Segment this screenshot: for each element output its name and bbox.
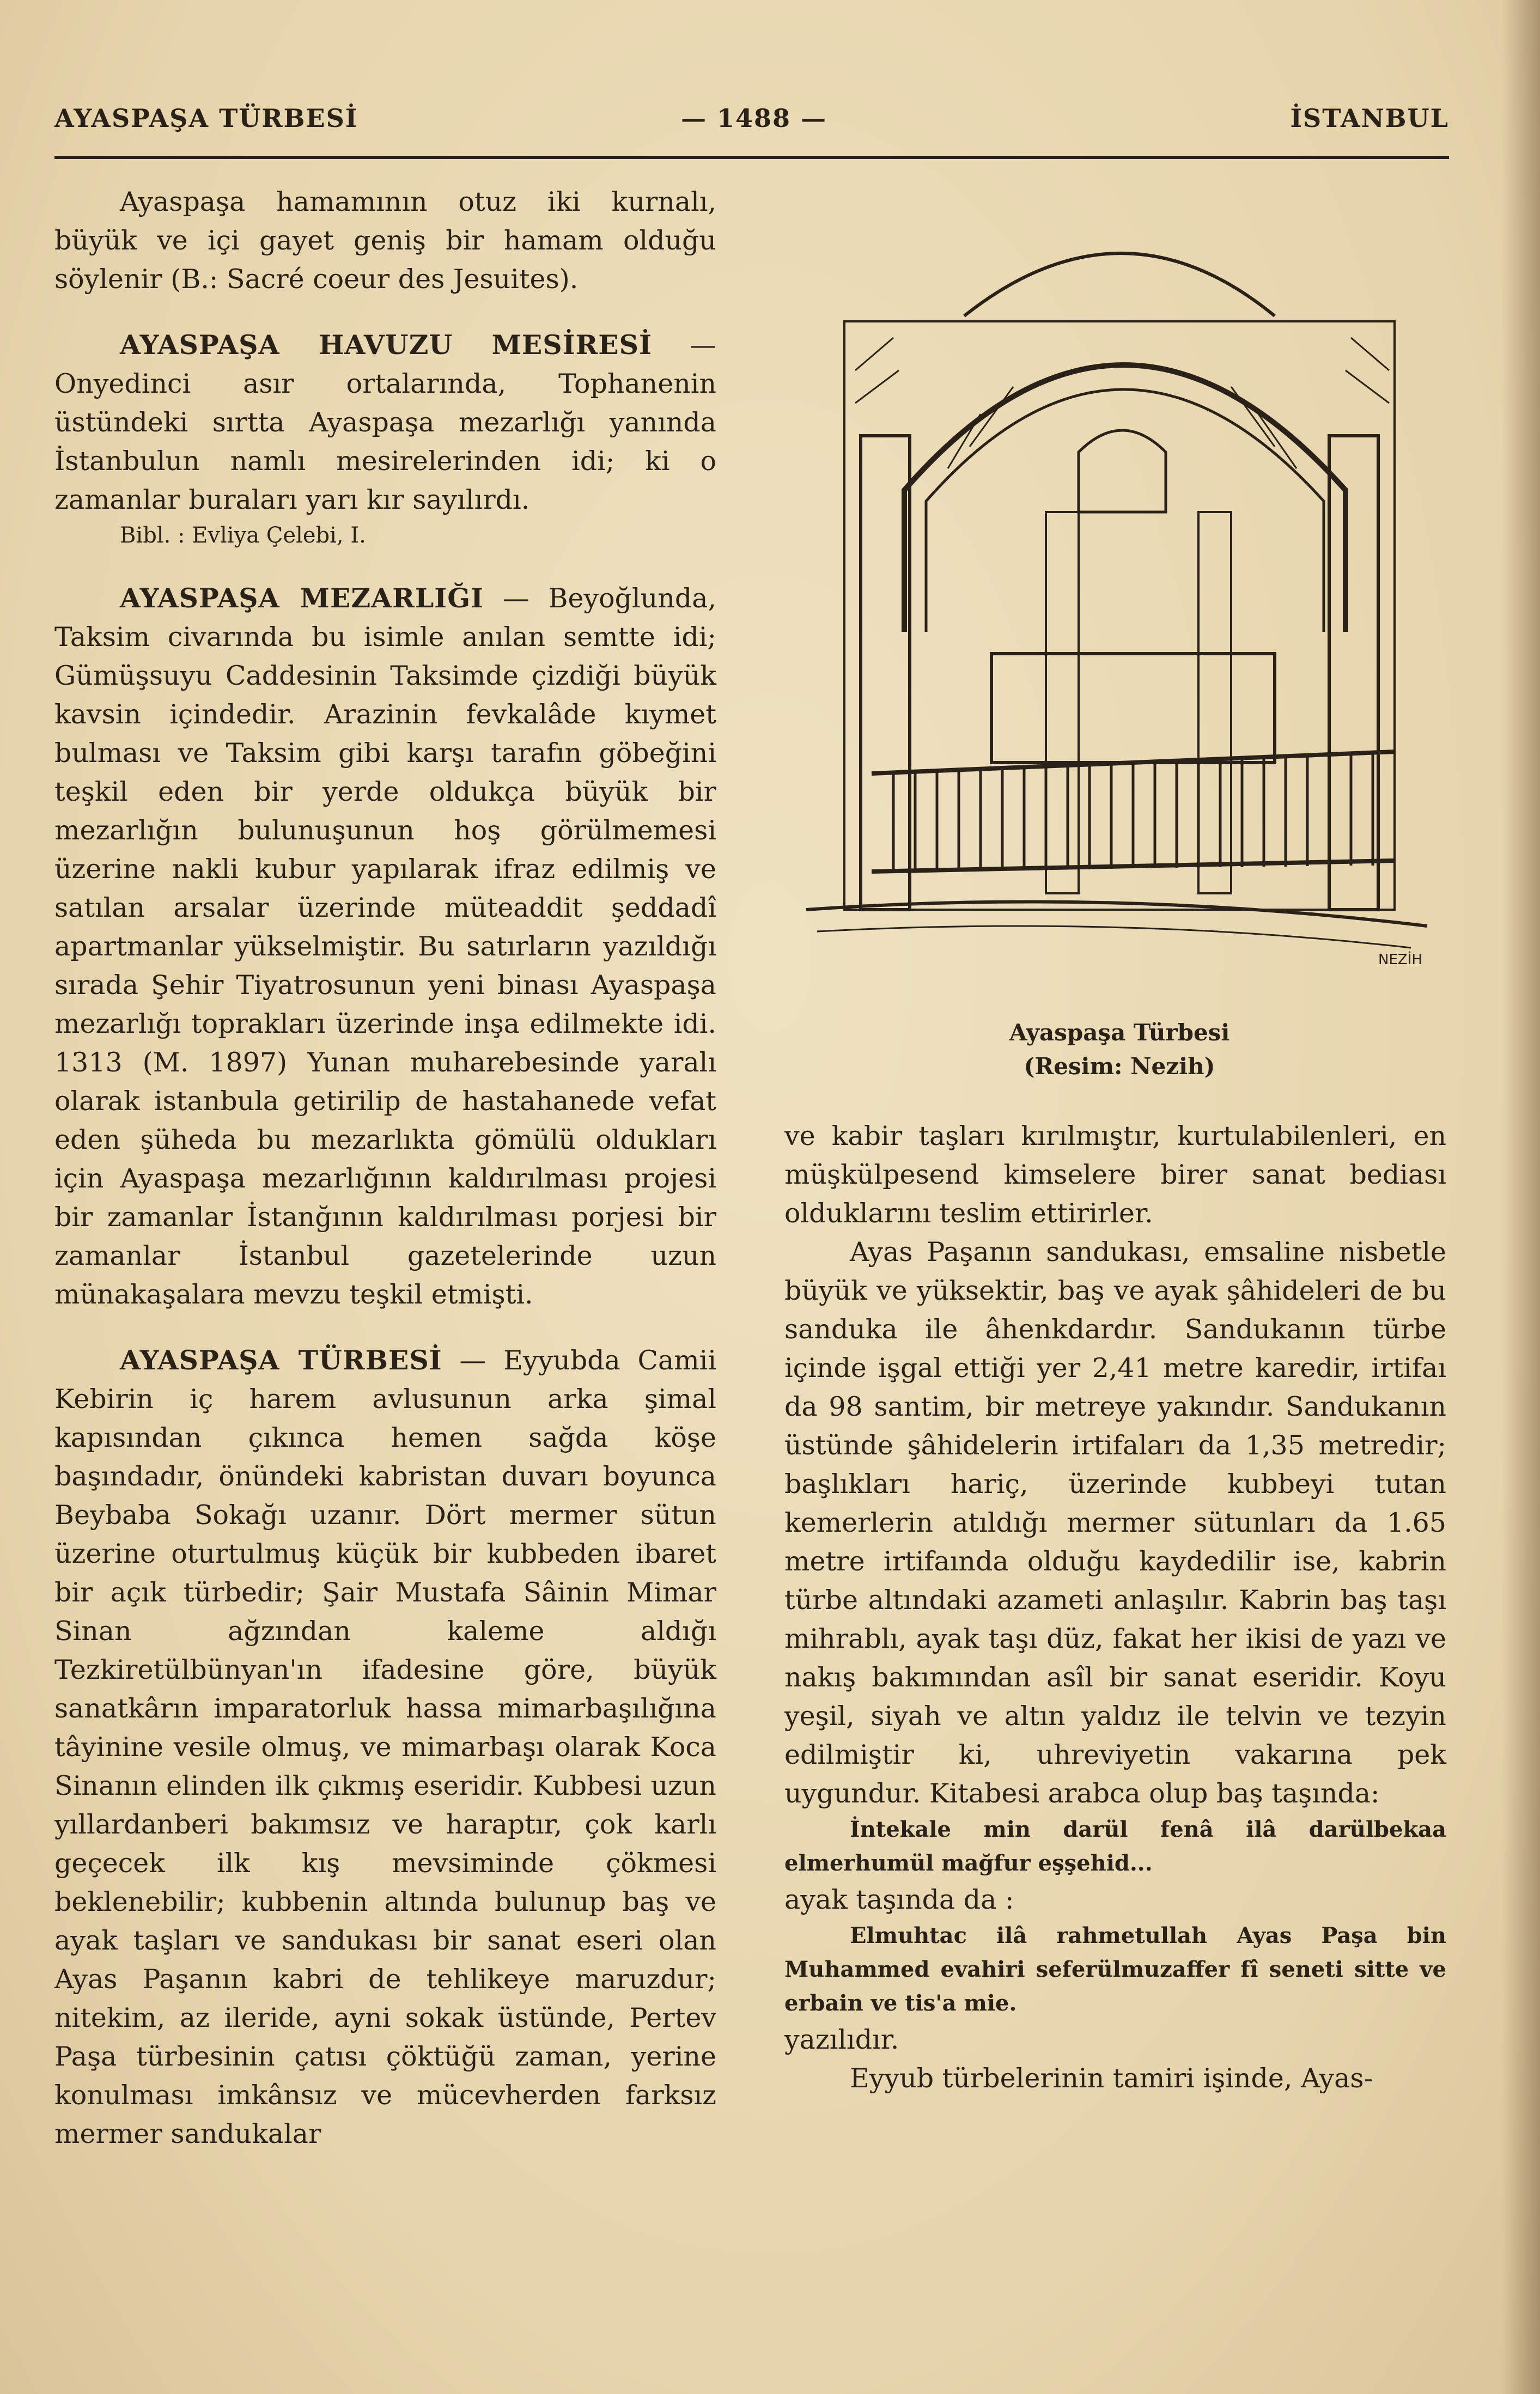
entry-body: — Beyoğlunda, Taksim civarında bu isimle anılan semtte idi; Gümüşsuyu Caddesinin Taksimde çizdiği büyük kavsin içindedir. Arazinin fevkalâde kıymet bulması ve Taksim gibi karşı tarafın göbeğini teşkil eden bir yerde oldukça büyük bir mezarlığın bulunuşunun hoş görülmemesi üzerine nakli kubur yapılarak ifraz edilmiş ve satılan arsalar üzerinde müteaddit şeddadî apartmanlar yükselmiştir. Bu satırların yazıldığı sırada Şehir Tiyatrosunun yeni binası Ayaspaşa mezarlığı toprakları üzerinde inşa edilmekte idi. 1313 (M. 1897) Yunan muharebesinde yaralı olarak istanbula getirilip de hastahanede vefat eden şüheda bu mezarlıkta gömülü oldukları için Ayaspaşa mezarlığının kaldırılması projesi bir zamanlar İstanğının kaldırılması porjesi bir zamanlar İstanbul gazetelerinde uzun münakaşalara mevzu teşkil etmişti. (54, 583, 716, 1310)
right-column (784, 1117, 1446, 2098)
paragraph-kabir-taslari: ve kabir taşları kırılmıştır, kurtulabilenleri, en müşkülpesend kimselere birer sanat bediası olduklarını teslim ettirirler. (784, 1120, 1446, 1229)
entry-havuzu-mesiresi (54, 326, 716, 519)
entry-title: AYASPAŞA TÜRBESİ (120, 1344, 442, 1376)
paragraph-hamam: Ayaspaşa hamamının otuz iki kurnalı, büyük ve içi gayet geniş bir hamam olduğu söylenir (B.: Sacré coeur des Jesuites). (54, 186, 716, 295)
tomb-drawing (784, 207, 1454, 980)
page-number: — 1488 — (681, 103, 827, 133)
inscription-head-stone: İntekale min darül fenâ ilâ darülbekaa elmerhumül mağfur eşşehid... (784, 1817, 1446, 1876)
entry-title: AYASPAŞA MEZARLIĞI (120, 582, 484, 614)
left-column (54, 182, 716, 2153)
running-header (54, 93, 1449, 153)
header-rule (54, 156, 1449, 159)
paragraph-yazilidir: yazılıdır. (784, 2024, 899, 2055)
entry-title: AYASPAŞA HAVUZU MESİRESİ (120, 329, 652, 361)
paragraph-ayak-tasinda: ayak taşında da : (784, 1884, 1014, 1915)
inscription-foot-stone: Elmuhtac ilâ rahmetullah Ayas Paşa bin Muhammed evahiri seferülmuzaffer fî seneti sitte ve erbain ve tis'a mie. (784, 1923, 1446, 2016)
entry-turbesi (54, 1341, 716, 2153)
entry-mezarligi (54, 579, 716, 1314)
caption-title: Ayaspaşa Türbesi (1009, 1019, 1230, 1046)
caption-credit: (Resim: Nezih) (1024, 1053, 1215, 1080)
header-left-title: AYASPAŞA TÜRBESİ (54, 103, 358, 133)
page-edge-shadow (1502, 0, 1540, 2394)
paragraph-sanduka: Ayas Paşanın sandukası, emsaline nisbetle büyük ve yüksektir, baş ve ayak şâhideleri de bu sanduka ile âhenkdardır. Sandukanın türbe içinde işgal ettiği yer 2,41 metre karedir, irtifaı da 98 santim, bir metreye yakındır. Sandukanın üstünde şâhidelerin irtifaları da 1,35 metredir; başlıkları hariç, üzerinde kubbeyi tutan kemerlerin atıldığı mermer sütunları da 1.65 metre irtifaında olduğu kaydedilir ise, kabrin türbe altındaki azameti anlaşılır. Kabrin baş taşı mihrablı, ayak taşı düz, fakat her ikisi de yazı ve nakış bakımından asîl bir sanat eseridir. Koyu yeşil, siyah ve altın yaldız ile telvin ve tezyin edilmiştir ki, uhreviyetin vakarına pek uygundur. Kitabesi arabca olup baş taşında: (784, 1236, 1446, 1809)
tomb-illustration (784, 207, 1454, 980)
illustrator-signature: NEZİH (1378, 952, 1422, 968)
figure-caption (784, 1016, 1454, 1083)
bibliography: Bibl. : Evliya Çelebi, I. (120, 523, 366, 548)
header-right-title: İSTANBUL (1290, 103, 1449, 133)
entry-body: — Eyyubda Camii Kebirin iç harem avlusunun arka şimal kapısından çıkınca hemen sağda köşe başındadır, önündeki kabristan duvarı boyunca Beybaba Sokağı uzanır. Dört mermer sütun üzerine oturtulmuş küçük bir kubbeden ibaret bir açık türbedir; Şair Mustafa Sâinin Mimar Sinan ağzından kaleme aldığı Tezkiretülbünyan'ın ifadesine göre, büyük sanatkârın imparatorluk hassa mimarbaşılığına tâyinine vesile olmuş, ve mimarbaşı olarak Koca Sinanın elinden ilk çıkmış eseridir. Kubbesi uzun yıllardanberi bakımsız ve haraptır, çok karlı geçecek ilk kış mevsiminde çökmesi beklenebilir; kubbenin altında bulunup baş ve ayak taşları ve sandukası bir sanat eseri olan Ayas Paşanın kabri de tehlikeye maruzdur; nitekim, az ileride, ayni sokak üstünde, Pertev Paşa türbesinin çatısı çöktüğü zaman, yerine konulması imkânsız ve mücevherden farksız mermer sandukalar (54, 1345, 716, 2149)
entry-body: — Onyedinci asır ortalarında, Tophanenin üstündeki sırtta Ayaspaşa mezarlığı yanında İstanbulun namlı mesirelerinden idi; ki o zamanlar buraları yarı kır sayılırdı. (54, 330, 716, 515)
paragraph-eyyub: Eyyub türbelerinin tamiri işinde, Ayas- (850, 2063, 1373, 2094)
